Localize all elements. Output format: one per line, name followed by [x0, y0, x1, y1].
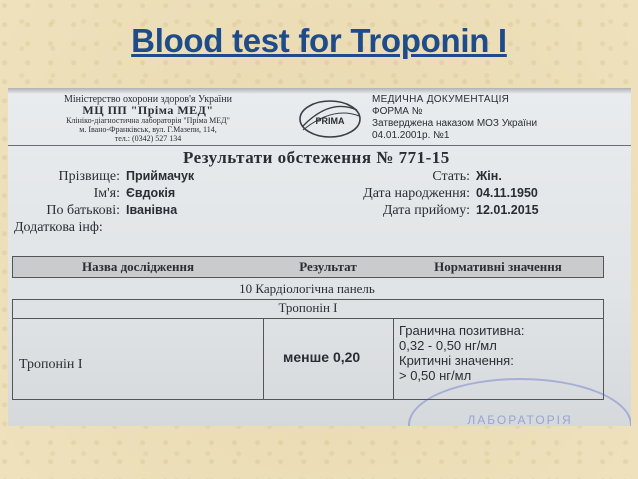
panel-name: 10 Кардіологічна панель: [239, 281, 375, 296]
approval-line: Затверджена наказом МОЗ України: [372, 118, 538, 129]
slide-title: Blood test for Troponin I: [131, 22, 507, 59]
col-test-name: Назва дослідження: [82, 259, 194, 274]
lab-stamp: ЛАБОРАТОРІЯ: [408, 378, 631, 426]
lab-header: [38, 94, 258, 143]
name-label: Ім'я:: [93, 186, 120, 201]
birth-date-label: Дата народження:: [363, 186, 470, 201]
ref-line: Критичні значення:: [399, 353, 514, 368]
ministry-line: Міністерство охорони здоров'я України: [63, 94, 233, 105]
lab-address: м. Івано-Франківськ, вул. Г.Мазепи, 114,: [79, 125, 217, 134]
section-name: Тропонін І: [12, 299, 604, 318]
extra-info-label: Додаткова інф:: [14, 220, 103, 235]
col-reference: Нормативні значення: [434, 259, 562, 274]
ref-line: 0,32 - 0,50 нг/мл: [399, 338, 497, 353]
form-number: ФОРМА №: [372, 106, 423, 117]
sex-value: Жін.: [476, 169, 502, 183]
prima-logo-icon: [295, 96, 365, 142]
lab-subtitle: Клініко-діагностична лабораторія "Пріма МЕД": [66, 116, 230, 125]
patient-fields: [14, 168, 194, 236]
ref-line: Гранична позитивна:: [399, 323, 525, 338]
table-header: [12, 256, 604, 278]
ref-line: > 0,50 нг/мл: [399, 368, 472, 383]
col-divider: [263, 319, 264, 399]
approval-date: 04.01.2001р. №1: [372, 130, 450, 141]
lab-name: МЦ ПП "Пріма МЕД": [82, 103, 214, 117]
test-name: Тропонін І: [19, 357, 83, 372]
meta-fields: [328, 168, 539, 219]
test-result: менше 0,20: [283, 349, 361, 365]
col-divider: [393, 319, 394, 399]
birth-date-value: 04.11.1950: [476, 186, 538, 200]
surname-value: Приймачук: [126, 169, 195, 183]
logo-text: PRIMA: [315, 116, 345, 126]
name-value: Євдокія: [126, 186, 176, 200]
patronymic-value: Іванівна: [126, 203, 178, 217]
patronymic-label: По батькові:: [46, 203, 120, 218]
form-header: [372, 94, 572, 142]
header-divider: [8, 145, 631, 146]
reference-values: [399, 323, 525, 383]
admit-date-value: 12.01.2015: [476, 203, 539, 217]
document-photo: [8, 88, 631, 426]
surname-label: Прізвище:: [58, 169, 120, 184]
report-title: Результати обстеження № 771-15: [183, 148, 450, 167]
sex-label: Стать:: [432, 169, 470, 184]
lab-phone: тел.: (0342) 527 134: [114, 134, 182, 143]
admit-date-label: Дата прийому:: [382, 203, 470, 218]
col-result: Результат: [299, 259, 357, 274]
doc-type: МЕДИЧНА ДОКУМЕНТАЦІЯ: [372, 94, 510, 105]
